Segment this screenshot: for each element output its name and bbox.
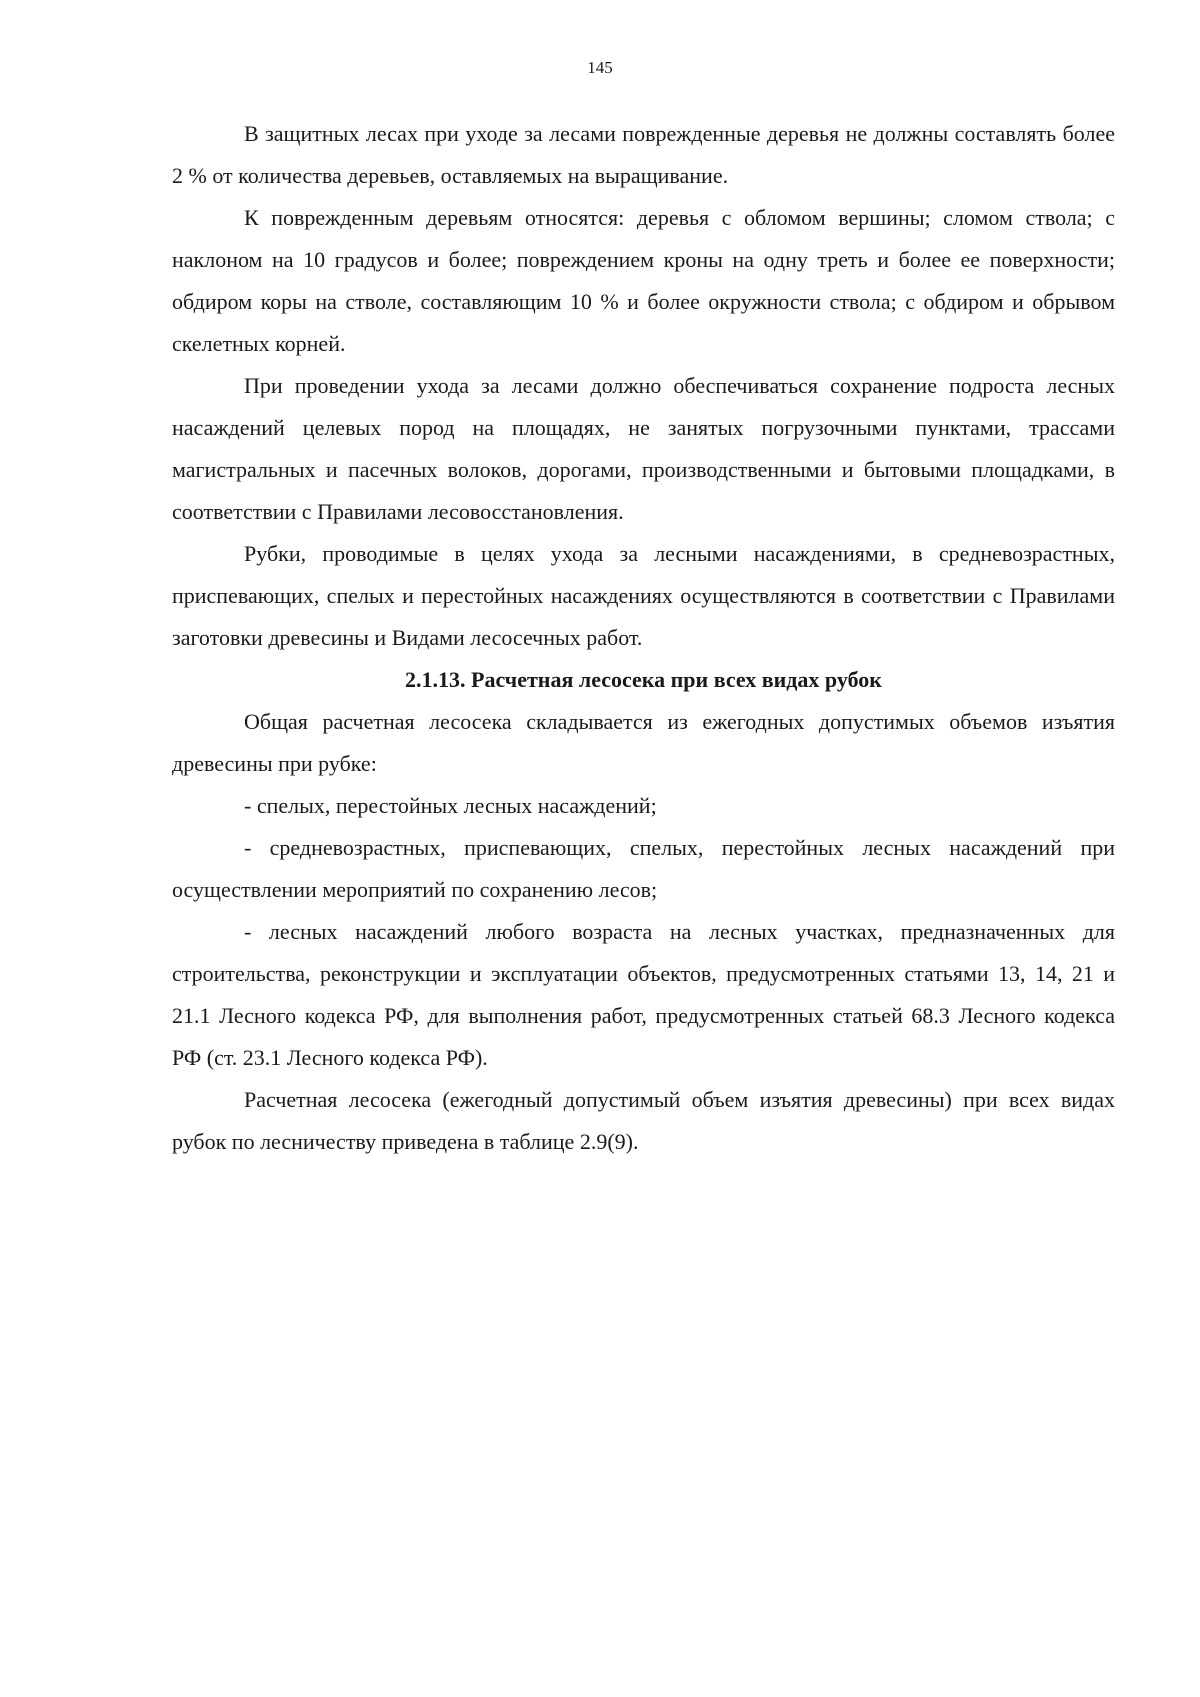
page-body	[172, 113, 1115, 1163]
list-item-construction-sites: - лесных насаждений любого возраста на лесных участках, предназначенных для строительства, реконструкции и эксплуатации объектов, предусмотренных статьями 13, 14, 21 и 21.1 Лесного кодекса РФ, для выполнения работ, предусмотренных статьей 68.3 Лесного кодекса РФ (ст. 23.1 Лесного кодекса РФ).	[172, 919, 1115, 1070]
page-number: 145	[587, 58, 613, 77]
section-heading: 2.1.13. Расчетная лесосека при всех видах рубок	[405, 667, 882, 692]
paragraph-total-allowable-cut: Общая расчетная лесосека складывается из ежегодных допустимых объемов изъятия древесины при рубке:	[172, 709, 1115, 776]
list-item-forest-protection: - средневозрастных, приспевающих, спелых, перестойных лесных насаждений при осуществлении мероприятий по сохранению лесов;	[172, 835, 1115, 902]
paragraph-allowable-cut-table-reference: Расчетная лесосека (ежегодный допустимый объем изъятия древесины) при всех видах рубок по лесничеству приведена в таблице 2.9(9).	[172, 1087, 1115, 1154]
list-item-mature-stands: - спелых, перестойных лесных насаждений;	[244, 793, 657, 818]
paragraph-damaged-trees-limit: В защитных лесах при уходе за лесами поврежденные деревья не должны составлять более 2 % от количества деревьев, оставляемых на выращивание.	[172, 121, 1115, 188]
paragraph-undergrowth-preservation: При проведении ухода за лесами должно обеспечиваться сохранение подроста лесных насаждений целевых пород на площадях, не занятых погрузочными пунктами, трассами магистральных и пасечных волоков, дорогами, производственными и бытовыми площадками, в соответствии с Правилами лесовосстановления.	[172, 373, 1115, 524]
paragraph-damaged-trees-definition: К поврежденным деревьям относятся: деревья с обломом вершины; сломом ствола; с наклоном на 10 градусов и более; повреждением кроны на одну треть и более ее поверхности; обдиром коры на стволе, составляющим 10 % и более окружности ствола; с обдиром и обрывом скелетных корней.	[172, 205, 1115, 356]
paragraph-care-fellings: Рубки, проводимые в целях ухода за лесными насаждениями, в средневозрастных, приспевающих, спелых и перестойных насаждениях осуществляются в соответствии с Правилами заготовки древесины и Видами лесосечных работ.	[172, 541, 1115, 650]
